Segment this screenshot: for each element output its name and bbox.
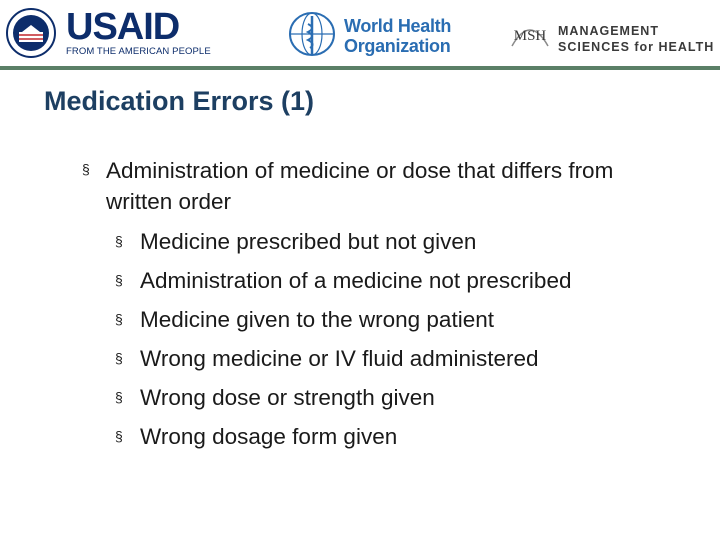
- main-bullet-line2: written order: [106, 189, 232, 214]
- usaid-wordmark: USAID: [66, 6, 180, 48]
- sub-bullet-marker: §: [115, 272, 123, 288]
- logo-header: [0, 0, 720, 66]
- sub-bullet: Administration of a medicine not prescribed: [140, 268, 572, 293]
- msh-logo: [508, 8, 718, 58]
- msh-name-line1: MANAGEMENT: [558, 24, 659, 38]
- usaid-seal-icon: [6, 8, 56, 58]
- sub-bullet-marker: §: [115, 389, 123, 405]
- who-emblem-icon: [286, 10, 338, 58]
- bullet-marker: §: [82, 161, 90, 177]
- sub-bullet: Medicine prescribed but not given: [140, 229, 477, 254]
- who-logo: [286, 8, 452, 58]
- sub-bullet: Wrong dosage form given: [140, 424, 398, 449]
- sub-bullet-marker: §: [115, 428, 123, 444]
- header-divider: [0, 66, 720, 70]
- sub-bullet: Wrong medicine or IV fluid administered: [140, 346, 539, 371]
- usaid-tagline: FROM THE AMERICAN PEOPLE: [66, 46, 211, 57]
- sub-bullet: Wrong dose or strength given: [140, 385, 435, 410]
- sub-bullet-marker: §: [115, 350, 123, 366]
- sub-bullet-marker: §: [115, 311, 123, 327]
- msh-mark-text: MSH: [513, 28, 547, 44]
- sub-bullet: Medicine given to the wrong patient: [140, 307, 494, 332]
- who-name-line1: World Health: [344, 16, 452, 36]
- msh-name-line2: SCIENCES for HEALTH: [558, 40, 715, 54]
- main-bullet-line1: Administration of medicine or dose that differs from: [106, 158, 614, 183]
- usaid-logo: [6, 6, 211, 58]
- msh-mark-icon: [508, 12, 552, 52]
- who-name-line2: Organization: [344, 36, 451, 56]
- slide-title: Medication Errors (1): [44, 86, 315, 116]
- sub-bullet-marker: §: [115, 233, 123, 249]
